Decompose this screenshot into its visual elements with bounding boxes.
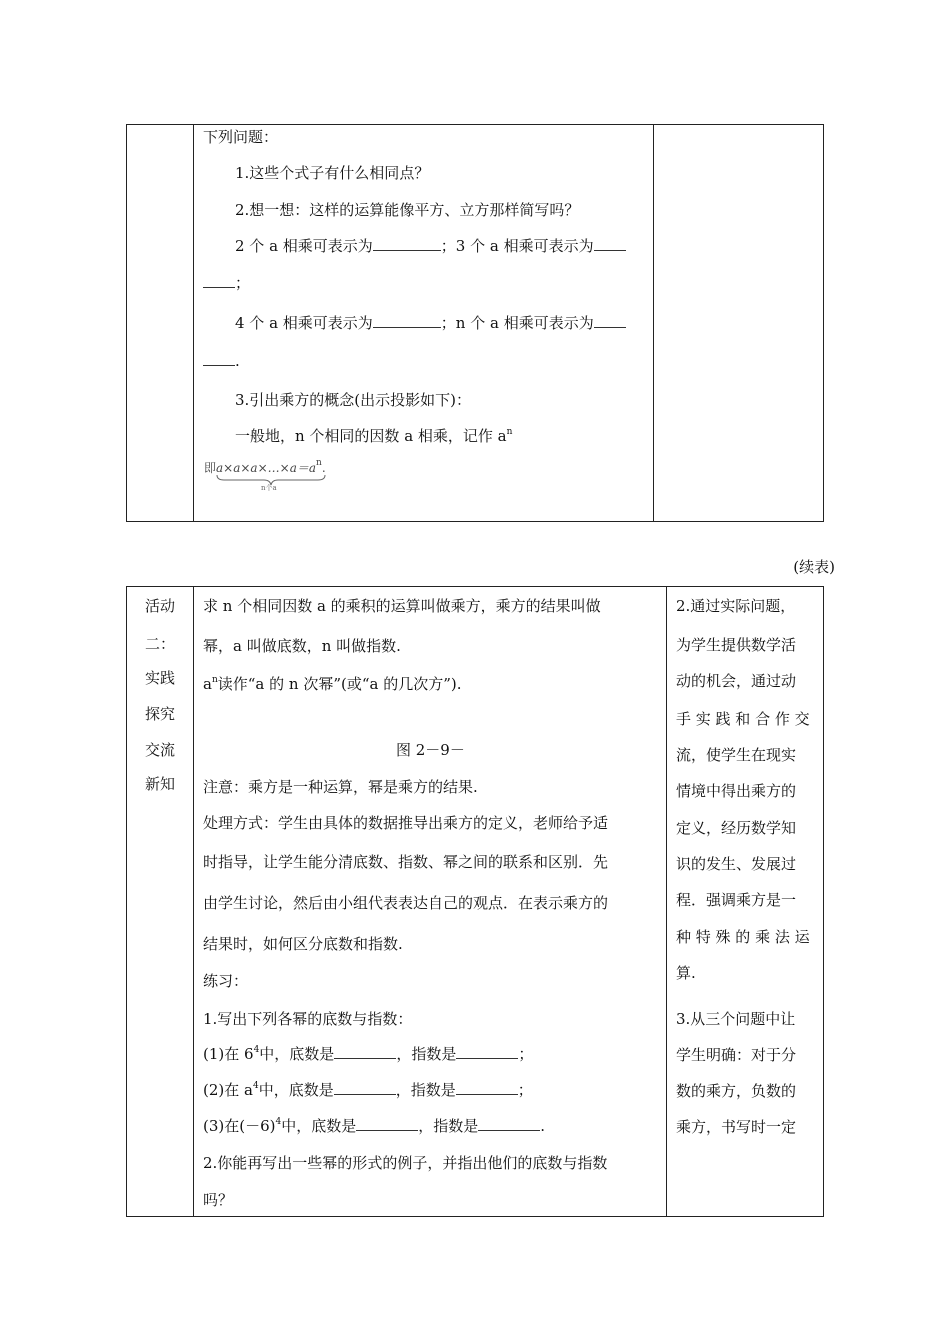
label-4a: 4 个 a 相乘可表示为 <box>235 314 373 332</box>
answer-blank[interactable] <box>203 273 235 288</box>
exercise-2-pre: (2)在 a <box>203 1081 253 1099</box>
answer-blank[interactable] <box>373 236 441 251</box>
question-2: 2.想一想：这样的运算能像平方、立方那样简写吗？ <box>235 201 580 219</box>
intent-line: 定义，经历数学知 <box>676 819 797 837</box>
intent-line: 种 特 殊 的 乘 法 运 <box>676 928 810 946</box>
column-divider <box>653 125 654 521</box>
column-divider <box>193 125 194 521</box>
intent-line: 3.从三个问题中让 <box>676 1010 796 1028</box>
answer-blank[interactable] <box>456 1044 518 1059</box>
intent-line: 识的发生、发展过 <box>676 855 797 873</box>
activity-label-1: 活动 <box>144 597 175 615</box>
question-3: 3.引出乘方的概念(出示投影如下)： <box>235 391 472 409</box>
label-2a: 2 个 a 相乘可表示为 <box>235 237 373 255</box>
continued-label: (续表) <box>793 558 835 576</box>
exercise-2 <box>203 1080 533 1100</box>
answer-blank[interactable] <box>373 313 441 328</box>
intent-line: 手 实 践 和 合 作 交 <box>676 710 810 728</box>
exercise-3-pre: (3)在(－6) <box>203 1117 276 1135</box>
activity-label-6: 新知 <box>144 775 175 793</box>
exercise-1 <box>203 1044 533 1064</box>
exponent: n <box>506 427 513 437</box>
reading-exponent: n <box>211 675 218 685</box>
answer-blank[interactable] <box>456 1080 518 1095</box>
formula-exponent: n <box>316 458 322 468</box>
formula-prefix: 即 <box>204 461 217 475</box>
label-3a: ；3 个 a 相乘可表示为 <box>440 237 594 255</box>
answer-blank[interactable] <box>334 1044 396 1059</box>
intent-line: 为学生提供数学活 <box>676 636 797 654</box>
intent-line: 动的机会，通过动 <box>676 672 797 690</box>
exercise-1-mid: 中，底数是 <box>259 1045 335 1063</box>
definition-line-1: 求 n 个相同因数 a 的乘积的运算叫做乘方，乘方的结果叫做 <box>203 597 601 615</box>
fill-line-2-3 <box>235 236 626 256</box>
fill-line-3-cont <box>203 273 250 293</box>
answer-blank[interactable] <box>594 313 626 328</box>
fill-line-n-cont <box>203 351 240 371</box>
intent-line: 流，使学生在现实 <box>676 746 797 764</box>
exercise-2-mid: 中，底数是 <box>258 1081 334 1099</box>
definition-line-2: 幂，a 叫做底数，n 叫做指数. <box>203 637 401 655</box>
exercise-2-idx: ，指数是 <box>395 1081 456 1099</box>
semicolon: ； <box>235 274 251 292</box>
exercise-3-mid: 中，底数是 <box>281 1117 357 1135</box>
label-na: ；n 个 a 相乘可表示为 <box>440 314 594 332</box>
practice-2-line-2: 吗？ <box>203 1191 234 1209</box>
practice-1: 1.写出下列各幂的底数与指数： <box>203 1010 413 1028</box>
practice-2-line-1: 2.你能再写出一些幂的形式的例子，并指出他们的底数与指数 <box>203 1154 608 1172</box>
exercise-1-exp: 4 <box>253 1045 260 1055</box>
process-line-2: 时指导，让学生能分清底数、指数、幂之间的联系和区别．先 <box>203 853 609 871</box>
exercise-3-end: . <box>540 1117 546 1135</box>
intent-line: 乘方，书写时一定 <box>676 1118 797 1136</box>
exercise-3-idx: ，指数是 <box>418 1117 479 1135</box>
exercise-2-end: ； <box>517 1081 533 1099</box>
intent-line: 情境中得出乘方的 <box>676 782 797 800</box>
period: . <box>235 352 240 370</box>
general-statement <box>235 426 512 446</box>
general-text: 一般地，n 个相同的因数 a 相乘，记作 a <box>235 427 507 445</box>
column-divider <box>193 587 194 1216</box>
activity-label-5: 交流 <box>144 741 175 759</box>
process-line-4: 结果时，如何区分底数和指数. <box>203 935 403 953</box>
intent-line: 2.通过实际问题， <box>676 597 796 615</box>
exercise-1-pre: (1)在 6 <box>203 1045 254 1063</box>
formula-under-label: n个a <box>261 484 277 492</box>
question-1: 1.这些个式子有什么相同点？ <box>235 164 430 182</box>
formula-body: a×a×a×…×a＝a <box>216 461 317 475</box>
activity-label-2: 二： <box>144 635 175 653</box>
process-line-3: 由学生讨论，然后由小组代表表达自己的观点．在表示乘方的 <box>203 894 609 912</box>
intent-line: 程．强调乘方是一 <box>676 891 797 909</box>
exercise-3 <box>203 1116 545 1136</box>
formula-end: . <box>321 461 326 475</box>
power-formula <box>204 458 404 498</box>
note-text: 注意：乘方是一种运算，幂是乘方的结果. <box>203 778 478 796</box>
practice-heading: 练习： <box>203 972 249 990</box>
process-line-1: 处理方式：学生由具体的数据推导出乘方的定义，老师给予适 <box>203 814 609 832</box>
figure-caption: 图 2－9－ <box>396 741 465 759</box>
reading-line <box>203 674 462 694</box>
answer-blank[interactable] <box>356 1116 418 1131</box>
answer-blank[interactable] <box>334 1080 396 1095</box>
fill-line-4-n <box>235 313 626 333</box>
answer-blank[interactable] <box>594 236 626 251</box>
intent-line: 算. <box>676 964 696 982</box>
reading-text: 读作“a 的 n 次幂”(或“a 的几次方”). <box>217 675 462 693</box>
intent-line: 数的乘方，负数的 <box>676 1082 797 1100</box>
activity-label-4: 探究 <box>144 705 175 723</box>
exercise-1-idx: ，指数是 <box>396 1045 457 1063</box>
exercise-2-exp: 4 <box>252 1081 259 1091</box>
exercise-1-end: ； <box>518 1045 534 1063</box>
intro-text: 下列问题： <box>203 128 279 146</box>
intent-line: 学生明确：对于分 <box>676 1046 797 1064</box>
answer-blank[interactable] <box>478 1116 540 1131</box>
exercise-3-exp: 4 <box>275 1117 282 1127</box>
activity-label-3: 实践 <box>144 669 175 687</box>
reading-base: a <box>203 675 212 693</box>
answer-blank[interactable] <box>203 351 235 366</box>
column-divider <box>666 587 667 1216</box>
